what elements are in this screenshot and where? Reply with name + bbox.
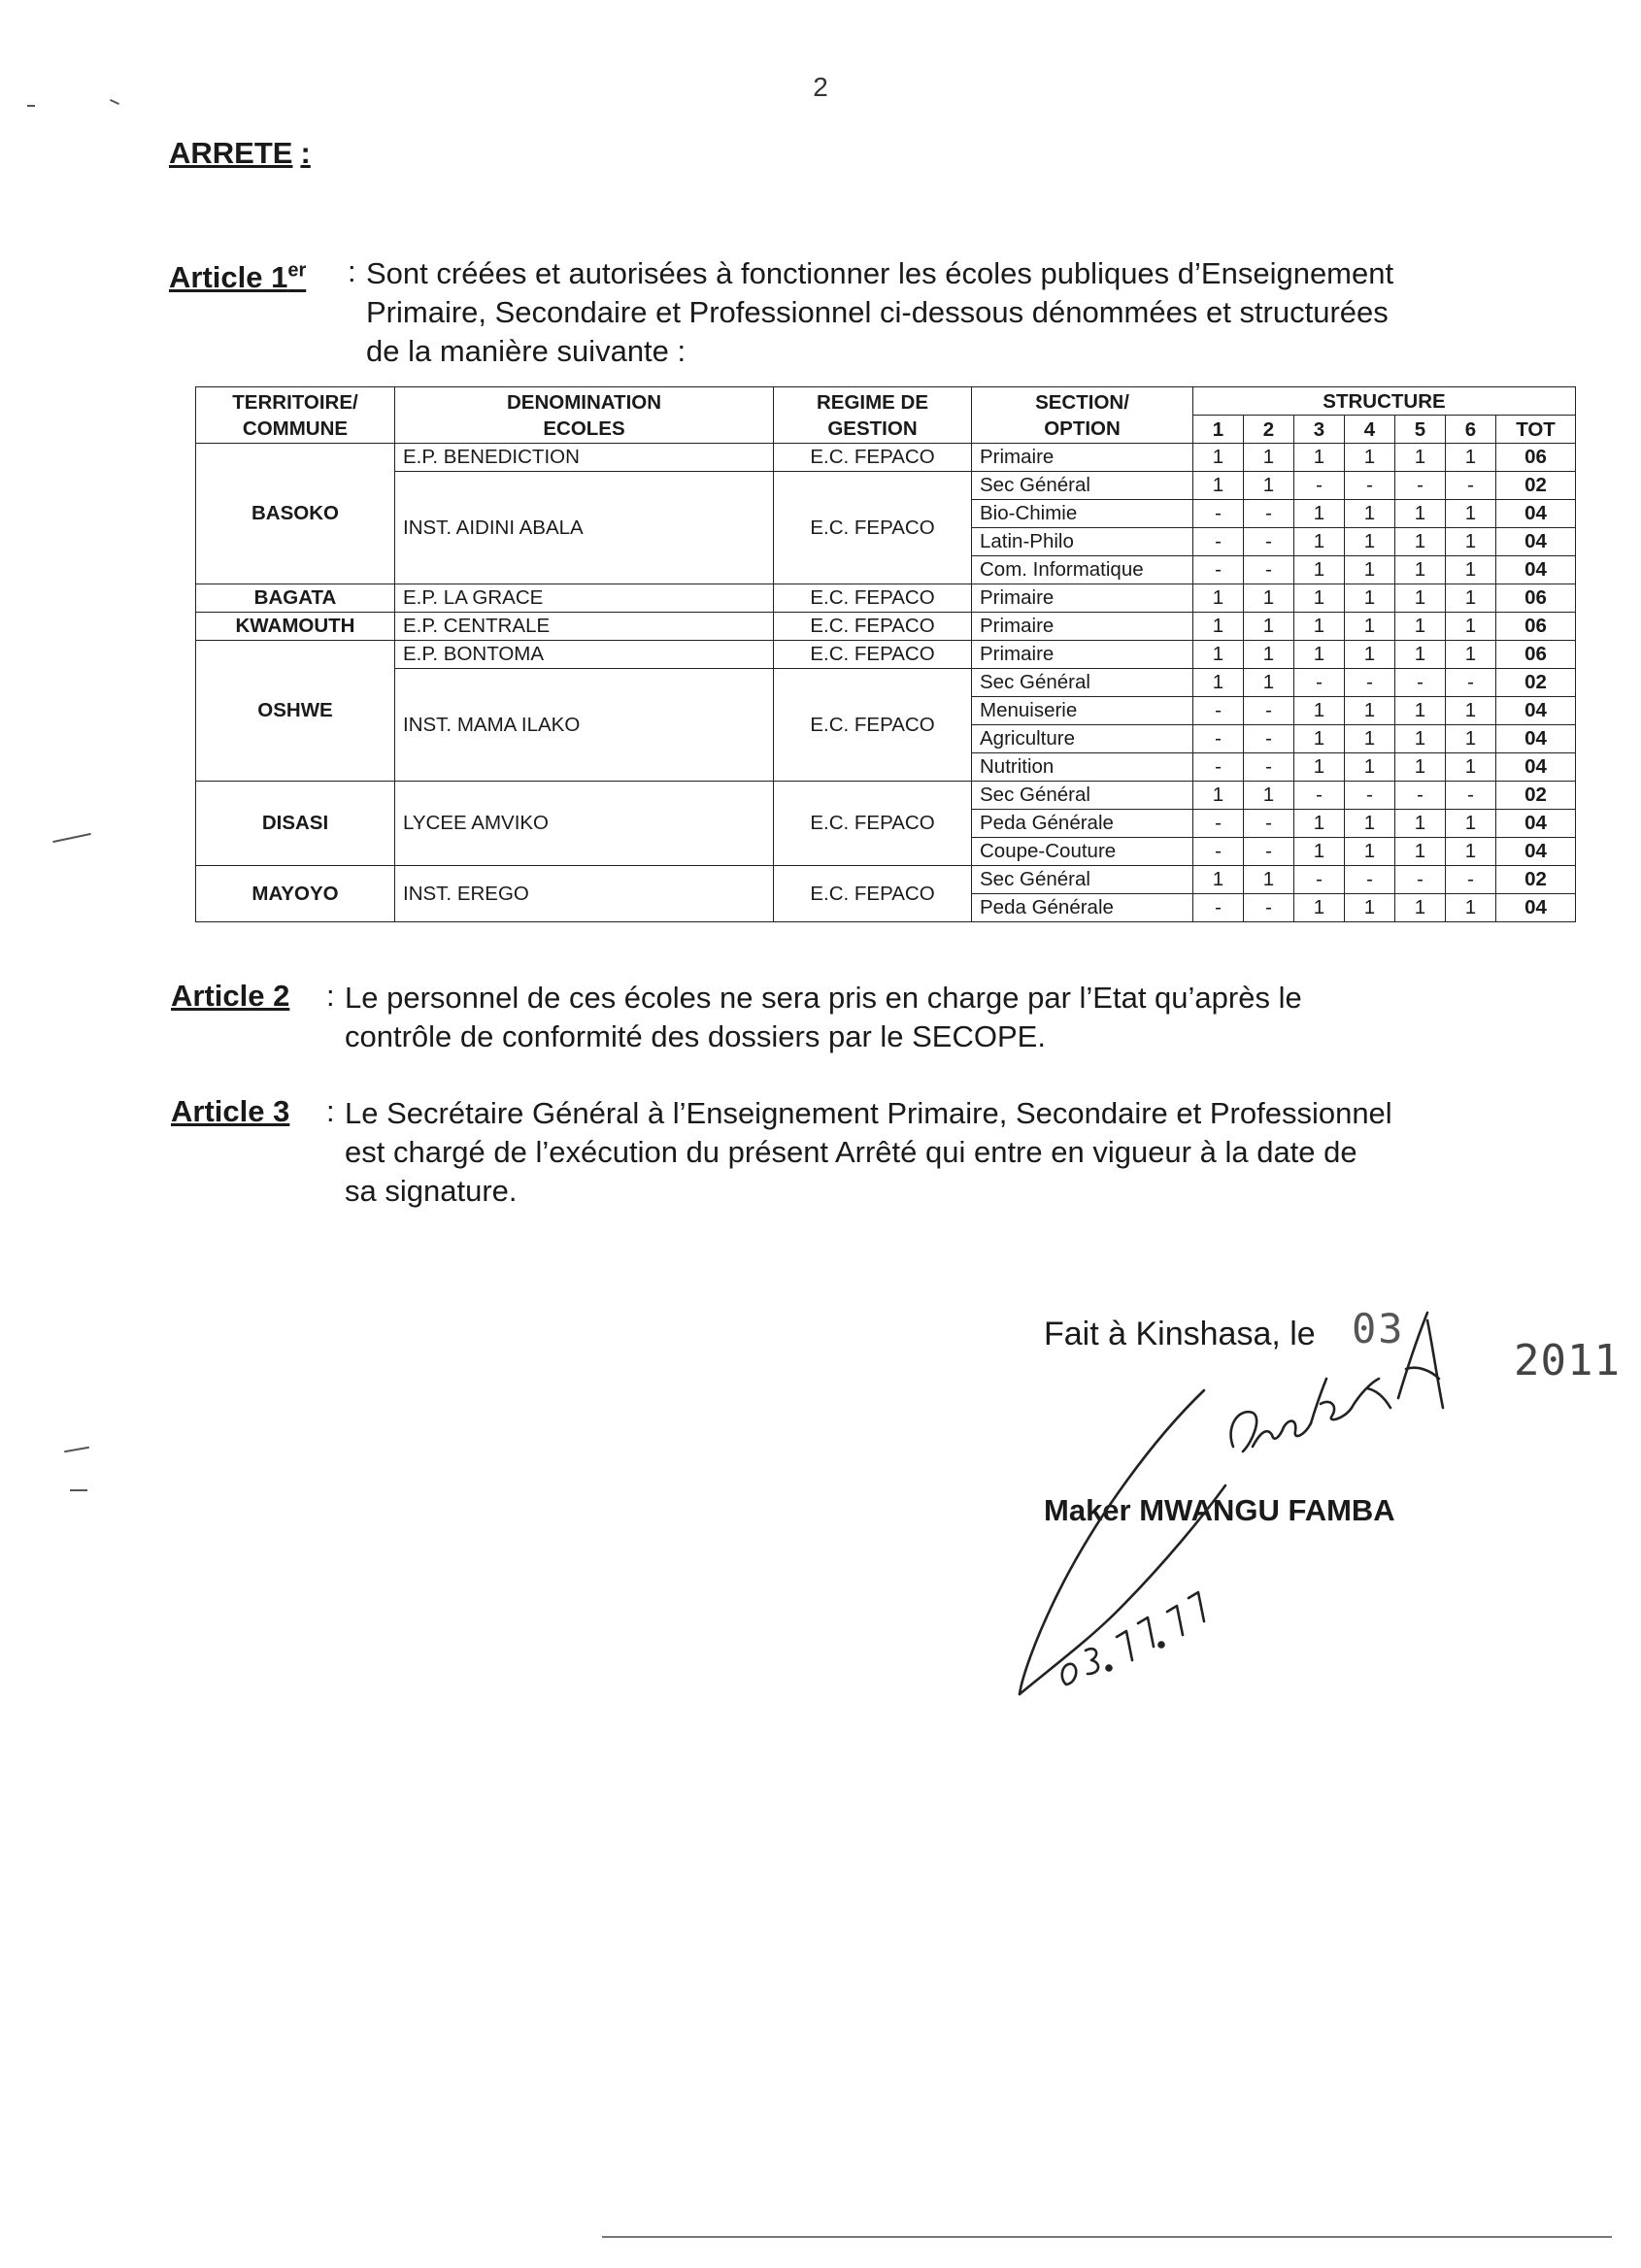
header-col-5: 5 bbox=[1395, 416, 1446, 444]
section-cell: Sec Général bbox=[972, 669, 1193, 697]
section-cell: Primaire bbox=[972, 444, 1193, 472]
table-row bbox=[196, 444, 1576, 472]
year-6-cell: 1 bbox=[1446, 556, 1496, 584]
year-3-cell: - bbox=[1294, 472, 1345, 500]
year-4-cell: 1 bbox=[1345, 753, 1395, 782]
year-5-cell: 1 bbox=[1395, 641, 1446, 669]
territory-cell: OSHWE bbox=[196, 641, 395, 782]
article-1-line-2: Primaire, Secondaire et Professionnel ci-dessous dénommées et structurées bbox=[366, 295, 1389, 329]
place-and-date: Fait à Kinshasa, le bbox=[1044, 1316, 1316, 1352]
regime-cell: E.C. FEPACO bbox=[774, 613, 972, 641]
regime-cell: E.C. FEPACO bbox=[774, 866, 972, 922]
year-5-cell: 1 bbox=[1395, 697, 1446, 725]
year-1-cell: - bbox=[1193, 894, 1244, 922]
year-2-cell: - bbox=[1244, 810, 1294, 838]
header-section-line1: SECTION/ bbox=[1035, 390, 1129, 414]
article-1-line-1: Sont créées et autorisées à fonctionner les écoles publiques d’Enseignement bbox=[366, 256, 1394, 290]
total-cell: 04 bbox=[1496, 894, 1576, 922]
year-6-cell: - bbox=[1446, 472, 1496, 500]
total-cell: 04 bbox=[1496, 528, 1576, 556]
school-cell: INST. MAMA ILAKO bbox=[395, 669, 774, 782]
section-cell: Sec Général bbox=[972, 866, 1193, 894]
year-5-cell: 1 bbox=[1395, 500, 1446, 528]
year-6-cell: - bbox=[1446, 866, 1496, 894]
year-4-cell: 1 bbox=[1345, 894, 1395, 922]
article-3-line-1: Le Secrétaire Général à l’Enseignement Primaire, Secondaire et Professionnel bbox=[345, 1096, 1392, 1130]
header-section-line2: OPTION bbox=[1044, 417, 1121, 440]
header-territoire-line1: TERRITOIRE/ bbox=[232, 390, 358, 414]
year-4-cell: 1 bbox=[1345, 556, 1395, 584]
regime-cell: E.C. FEPACO bbox=[774, 444, 972, 472]
year-2-cell: 1 bbox=[1244, 584, 1294, 613]
year-5-cell: - bbox=[1395, 669, 1446, 697]
total-cell: 02 bbox=[1496, 782, 1576, 810]
year-5-cell: 1 bbox=[1395, 528, 1446, 556]
year-1-cell: 1 bbox=[1193, 866, 1244, 894]
year-4-cell: - bbox=[1345, 782, 1395, 810]
year-2-cell: 1 bbox=[1244, 641, 1294, 669]
year-2-cell: - bbox=[1244, 725, 1294, 753]
year-2-cell: 1 bbox=[1244, 782, 1294, 810]
year-6-cell: - bbox=[1446, 669, 1496, 697]
year-6-cell: 1 bbox=[1446, 894, 1496, 922]
year-5-cell: 1 bbox=[1395, 556, 1446, 584]
total-cell: 02 bbox=[1496, 669, 1576, 697]
year-1-cell: 1 bbox=[1193, 613, 1244, 641]
signatory-name: Maker MWANGU FAMBA bbox=[1044, 1493, 1395, 1527]
year-5-cell: 1 bbox=[1395, 810, 1446, 838]
year-6-cell: 1 bbox=[1446, 810, 1496, 838]
header-col-1: 1 bbox=[1193, 416, 1244, 444]
page-number: 2 bbox=[813, 72, 828, 102]
year-4-cell: 1 bbox=[1345, 810, 1395, 838]
section-cell: Primaire bbox=[972, 613, 1193, 641]
scan-mark bbox=[27, 105, 35, 107]
year-1-cell: - bbox=[1193, 500, 1244, 528]
header-denomination-line1: DENOMINATION bbox=[506, 390, 662, 414]
year-3-cell: 1 bbox=[1294, 810, 1345, 838]
regime-cell: E.C. FEPACO bbox=[774, 472, 972, 584]
table-header-row bbox=[196, 387, 1576, 416]
header-section bbox=[972, 387, 1193, 444]
year-3-cell: 1 bbox=[1294, 528, 1345, 556]
year-1-cell: - bbox=[1193, 528, 1244, 556]
section-cell: Primaire bbox=[972, 584, 1193, 613]
date-stamp-day: 03 bbox=[1352, 1305, 1405, 1352]
year-6-cell: 1 bbox=[1446, 753, 1496, 782]
year-2-cell: - bbox=[1244, 556, 1294, 584]
header-regime-line2: GESTION bbox=[827, 417, 918, 440]
header-col-tot: TOT bbox=[1496, 416, 1576, 444]
year-1-cell: 1 bbox=[1193, 669, 1244, 697]
decree-heading bbox=[169, 136, 311, 171]
article-1-label-text bbox=[169, 260, 306, 294]
article-2-body bbox=[345, 979, 1474, 1056]
total-cell: 04 bbox=[1496, 697, 1576, 725]
section-cell: Menuiserie bbox=[972, 697, 1193, 725]
total-cell: 06 bbox=[1496, 584, 1576, 613]
year-5-cell: 1 bbox=[1395, 753, 1446, 782]
year-2-cell: 1 bbox=[1244, 669, 1294, 697]
school-cell: INST. AIDINI ABALA bbox=[395, 472, 774, 584]
section-cell: Nutrition bbox=[972, 753, 1193, 782]
year-4-cell: 1 bbox=[1345, 444, 1395, 472]
scan-mark bbox=[70, 1489, 87, 1491]
table-row bbox=[196, 584, 1576, 613]
year-1-cell: - bbox=[1193, 753, 1244, 782]
year-4-cell: - bbox=[1345, 669, 1395, 697]
regime-cell: E.C. FEPACO bbox=[774, 669, 972, 782]
year-2-cell: 1 bbox=[1244, 866, 1294, 894]
year-4-cell: 1 bbox=[1345, 697, 1395, 725]
total-cell: 02 bbox=[1496, 866, 1576, 894]
total-cell: 06 bbox=[1496, 641, 1576, 669]
section-cell: Com. Informatique bbox=[972, 556, 1193, 584]
year-4-cell: 1 bbox=[1345, 641, 1395, 669]
section-cell: Peda Générale bbox=[972, 894, 1193, 922]
year-1-cell: 1 bbox=[1193, 472, 1244, 500]
table-row bbox=[196, 669, 1576, 697]
year-3-cell: 1 bbox=[1294, 444, 1345, 472]
header-structure: STRUCTURE bbox=[1193, 387, 1576, 416]
header-denomination-line2: ECOLES bbox=[543, 417, 625, 440]
year-5-cell: - bbox=[1395, 782, 1446, 810]
article-1-line-3: de la manière suivante : bbox=[366, 334, 687, 368]
total-cell: 06 bbox=[1496, 444, 1576, 472]
total-cell: 04 bbox=[1496, 500, 1576, 528]
article-3-colon: : bbox=[326, 1094, 335, 1128]
year-3-cell: 1 bbox=[1294, 584, 1345, 613]
section-cell: Bio-Chimie bbox=[972, 500, 1193, 528]
heading-text: ARRETE bbox=[169, 136, 293, 170]
year-3-cell: - bbox=[1294, 669, 1345, 697]
year-5-cell: 1 bbox=[1395, 838, 1446, 866]
table-row bbox=[196, 866, 1576, 894]
year-3-cell: 1 bbox=[1294, 613, 1345, 641]
year-1-cell: 1 bbox=[1193, 641, 1244, 669]
year-6-cell: 1 bbox=[1446, 838, 1496, 866]
total-cell: 02 bbox=[1496, 472, 1576, 500]
year-6-cell: 1 bbox=[1446, 641, 1496, 669]
total-cell: 04 bbox=[1496, 725, 1576, 753]
section-cell: Sec Général bbox=[972, 472, 1193, 500]
article-1-colon: : bbox=[348, 254, 356, 288]
year-3-cell: 1 bbox=[1294, 753, 1345, 782]
schools-table bbox=[195, 386, 1576, 922]
year-4-cell: 1 bbox=[1345, 838, 1395, 866]
year-2-cell: - bbox=[1244, 500, 1294, 528]
article-2-line-1: Le personnel de ces écoles ne sera pris en charge par l’Etat qu’après le bbox=[345, 981, 1302, 1015]
header-regime-line1: REGIME DE bbox=[816, 390, 929, 414]
article-2-line-2: contrôle de conformité des dossiers par le SECOPE. bbox=[345, 1019, 1046, 1053]
total-cell: 06 bbox=[1496, 613, 1576, 641]
school-cell: LYCEE AMVIKO bbox=[395, 782, 774, 866]
year-1-cell: - bbox=[1193, 725, 1244, 753]
territory-cell: BASOKO bbox=[196, 444, 395, 584]
article-3-line-2: est chargé de l’exécution du présent Arrêté qui entre en vigueur à la date de bbox=[345, 1135, 1357, 1169]
year-2-cell: - bbox=[1244, 528, 1294, 556]
article-2-label: Article 2 bbox=[171, 979, 290, 1013]
table-row bbox=[196, 613, 1576, 641]
header-col-6: 6 bbox=[1446, 416, 1496, 444]
total-cell: 04 bbox=[1496, 838, 1576, 866]
total-cell: 04 bbox=[1496, 753, 1576, 782]
year-6-cell: 1 bbox=[1446, 500, 1496, 528]
year-2-cell: - bbox=[1244, 838, 1294, 866]
year-5-cell: 1 bbox=[1395, 444, 1446, 472]
year-6-cell: 1 bbox=[1446, 697, 1496, 725]
year-4-cell: 1 bbox=[1345, 528, 1395, 556]
article-2-colon: : bbox=[326, 979, 335, 1013]
section-cell: Sec Général bbox=[972, 782, 1193, 810]
date-stamp-year: 2011 bbox=[1514, 1336, 1621, 1385]
year-2-cell: 1 bbox=[1244, 444, 1294, 472]
year-4-cell: - bbox=[1345, 866, 1395, 894]
year-2-cell: 1 bbox=[1244, 613, 1294, 641]
year-5-cell: 1 bbox=[1395, 894, 1446, 922]
article-1-body bbox=[366, 254, 1473, 371]
year-6-cell: 1 bbox=[1446, 528, 1496, 556]
header-col-2: 2 bbox=[1244, 416, 1294, 444]
header-regime bbox=[774, 387, 972, 444]
year-6-cell: 1 bbox=[1446, 444, 1496, 472]
year-4-cell: 1 bbox=[1345, 725, 1395, 753]
year-1-cell: - bbox=[1193, 697, 1244, 725]
regime-cell: E.C. FEPACO bbox=[774, 641, 972, 669]
year-2-cell: - bbox=[1244, 697, 1294, 725]
year-1-cell: 1 bbox=[1193, 782, 1244, 810]
year-3-cell: 1 bbox=[1294, 556, 1345, 584]
year-3-cell: 1 bbox=[1294, 500, 1345, 528]
scan-mark bbox=[64, 1447, 89, 1452]
heading-colon: : bbox=[300, 136, 311, 170]
year-3-cell: - bbox=[1294, 782, 1345, 810]
table-row bbox=[196, 472, 1576, 500]
year-2-cell: - bbox=[1244, 753, 1294, 782]
section-cell: Latin-Philo bbox=[972, 528, 1193, 556]
year-6-cell: - bbox=[1446, 782, 1496, 810]
territory-cell: MAYOYO bbox=[196, 866, 395, 922]
table-row bbox=[196, 641, 1576, 669]
territory-cell: BAGATA bbox=[196, 584, 395, 613]
article-3-label: Article 3 bbox=[171, 1094, 290, 1128]
article-3-line-3: sa signature. bbox=[345, 1174, 518, 1208]
year-3-cell: 1 bbox=[1294, 894, 1345, 922]
year-3-cell: 1 bbox=[1294, 838, 1345, 866]
year-4-cell: - bbox=[1345, 472, 1395, 500]
territory-cell: KWAMOUTH bbox=[196, 613, 395, 641]
year-2-cell: 1 bbox=[1244, 472, 1294, 500]
year-3-cell: 1 bbox=[1294, 641, 1345, 669]
year-5-cell: - bbox=[1395, 472, 1446, 500]
article-1-superscript: er bbox=[287, 260, 307, 282]
section-cell: Primaire bbox=[972, 641, 1193, 669]
header-territoire-line2: COMMUNE bbox=[242, 417, 349, 440]
year-4-cell: 1 bbox=[1345, 613, 1395, 641]
school-cell: E.P. BENEDICTION bbox=[395, 444, 774, 472]
territory-cell: DISASI bbox=[196, 782, 395, 866]
year-5-cell: 1 bbox=[1395, 725, 1446, 753]
total-cell: 04 bbox=[1496, 810, 1576, 838]
year-2-cell: - bbox=[1244, 894, 1294, 922]
year-6-cell: 1 bbox=[1446, 584, 1496, 613]
scan-mark bbox=[52, 833, 91, 843]
article-1-label bbox=[169, 260, 306, 295]
year-4-cell: 1 bbox=[1345, 584, 1395, 613]
article-3-body bbox=[345, 1094, 1474, 1211]
school-cell: INST. EREGO bbox=[395, 866, 774, 922]
section-cell: Coupe-Couture bbox=[972, 838, 1193, 866]
regime-cell: E.C. FEPACO bbox=[774, 584, 972, 613]
total-cell: 04 bbox=[1496, 556, 1576, 584]
school-cell: E.P. CENTRALE bbox=[395, 613, 774, 641]
year-5-cell: 1 bbox=[1395, 613, 1446, 641]
header-col-4: 4 bbox=[1345, 416, 1395, 444]
year-6-cell: 1 bbox=[1446, 725, 1496, 753]
year-6-cell: 1 bbox=[1446, 613, 1496, 641]
school-cell: E.P. LA GRACE bbox=[395, 584, 774, 613]
year-1-cell: 1 bbox=[1193, 444, 1244, 472]
header-col-3: 3 bbox=[1294, 416, 1345, 444]
year-3-cell: - bbox=[1294, 866, 1345, 894]
article-1-number: Article 1 bbox=[169, 260, 288, 295]
year-5-cell: 1 bbox=[1395, 584, 1446, 613]
year-4-cell: 1 bbox=[1345, 500, 1395, 528]
school-cell: E.P. BONTOMA bbox=[395, 641, 774, 669]
year-1-cell: 1 bbox=[1193, 584, 1244, 613]
year-1-cell: - bbox=[1193, 810, 1244, 838]
year-5-cell: - bbox=[1395, 866, 1446, 894]
year-3-cell: 1 bbox=[1294, 697, 1345, 725]
header-denomination bbox=[395, 387, 774, 444]
year-1-cell: - bbox=[1193, 838, 1244, 866]
bottom-rule bbox=[602, 2236, 1612, 2238]
regime-cell: E.C. FEPACO bbox=[774, 782, 972, 866]
table-row bbox=[196, 782, 1576, 810]
section-cell: Peda Générale bbox=[972, 810, 1193, 838]
section-cell: Agriculture bbox=[972, 725, 1193, 753]
header-territoire bbox=[196, 387, 395, 444]
year-3-cell: 1 bbox=[1294, 725, 1345, 753]
year-1-cell: - bbox=[1193, 556, 1244, 584]
